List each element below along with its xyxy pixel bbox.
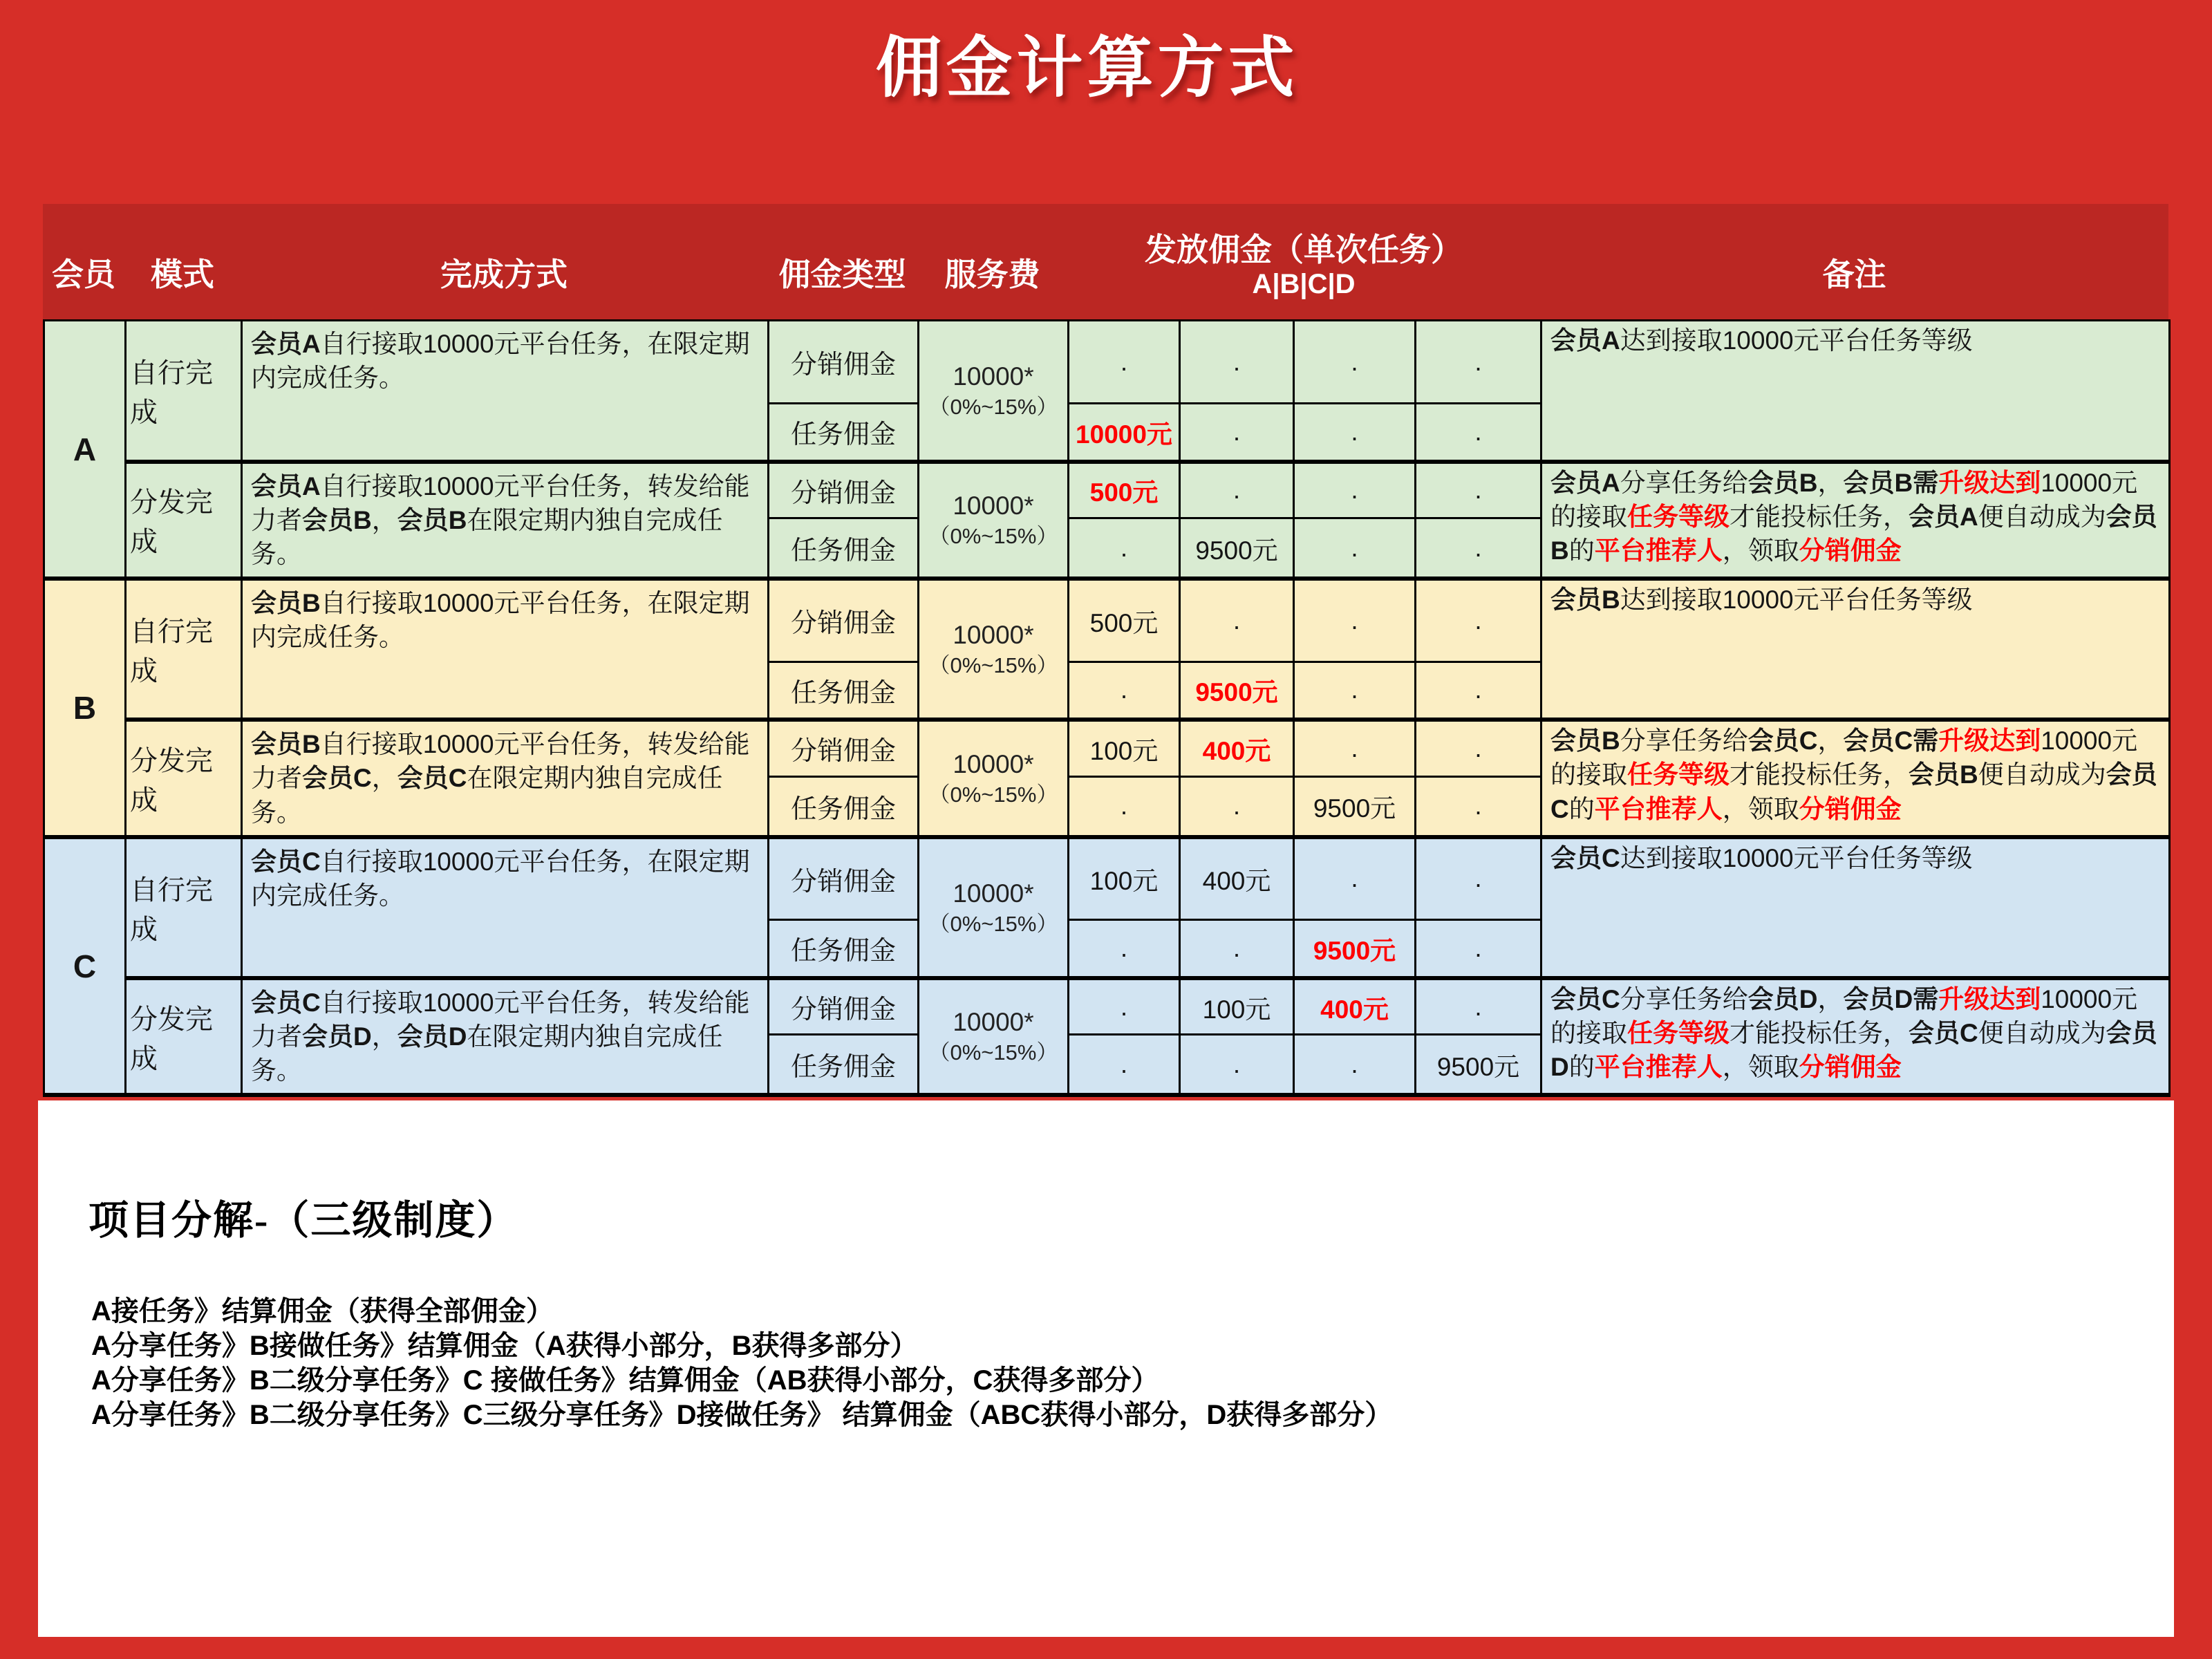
cell-remark: 会员A达到接取10000元平台任务等级	[1541, 321, 2170, 462]
header-commission-type: 佣金类型	[778, 256, 906, 292]
cell-payout-c: .	[1294, 837, 1416, 920]
cell-payout-b: .	[1180, 404, 1294, 462]
cell-commission-type: 分销佣金	[769, 837, 919, 920]
service-fee-line1: 10000*	[953, 879, 1034, 908]
cell-payout-a: .	[1069, 978, 1180, 1035]
commission-table	[43, 319, 2168, 1097]
cell-member: B	[44, 579, 126, 837]
cell-member: C	[44, 837, 126, 1096]
cell-mode: 分发完成	[126, 462, 242, 579]
cell-payout-d: .	[1416, 776, 1541, 836]
cell-payout-a: 100元	[1069, 837, 1180, 920]
cell-payout-b: .	[1180, 776, 1294, 836]
cell-payout-a: 500元	[1069, 579, 1180, 662]
cell-payout-d: .	[1416, 978, 1541, 1035]
footer-line: A分享任务》B二级分享任务》C 接做任务》结算佣金（AB获得小部分，C获得多部分）	[91, 1365, 1159, 1396]
cell-payout-c: .	[1294, 579, 1416, 662]
cell-payout-d: .	[1416, 579, 1541, 662]
header-service-fee: 服务费	[944, 256, 1040, 292]
cell-method: 会员A自行接取10000元平台任务，转发给能力者会员B，会员B在限定期内独自完成任务。	[242, 462, 769, 579]
cell-service-fee	[919, 579, 1069, 720]
service-fee-line1: 10000*	[953, 491, 1034, 521]
table-row	[44, 462, 2170, 518]
cell-payout-c: .	[1294, 404, 1416, 462]
cell-payout-c: 9500元	[1294, 776, 1416, 836]
cell-service-fee	[919, 978, 1069, 1096]
cell-commission-type: 任务佣金	[769, 662, 919, 720]
table-row	[44, 837, 2170, 920]
cell-payout-d: .	[1416, 662, 1541, 720]
cell-mode: 自行完成	[126, 321, 242, 462]
service-fee-line2: （0%~15%）	[928, 394, 1058, 419]
cell-method: 会员C自行接取10000元平台任务，转发给能力者会员D，会员D在限定期内独自完成任务。	[242, 978, 769, 1096]
cell-payout-c: .	[1294, 1035, 1416, 1095]
cell-payout-b: 400元	[1180, 720, 1294, 776]
service-fee-line2: （0%~15%）	[928, 524, 1058, 549]
footer-line: A分享任务》B二级分享任务》C三级分享任务》D接做任务》 结算佣金（ABC获得小部分，D获得多部分）	[91, 1400, 1393, 1430]
service-fee-line2: （0%~15%）	[928, 1040, 1058, 1065]
cell-commission-type: 分销佣金	[769, 720, 919, 776]
cell-mode: 分发完成	[126, 720, 242, 837]
cell-payout-b: .	[1180, 579, 1294, 662]
header-method: 完成方式	[440, 256, 568, 292]
cell-payout-b: .	[1180, 321, 1294, 404]
cell-payout-a: 10000元	[1069, 404, 1180, 462]
cell-commission-type: 分销佣金	[769, 321, 919, 404]
cell-commission-type: 任务佣金	[769, 404, 919, 462]
header-payout-title: 发放佣金（单次任务）	[1145, 232, 1463, 268]
cell-service-fee	[919, 462, 1069, 579]
cell-payout-d: .	[1416, 720, 1541, 776]
cell-payout-a: .	[1069, 920, 1180, 978]
cell-service-fee	[919, 321, 1069, 462]
service-fee-line1: 10000*	[953, 362, 1034, 391]
header-mode: 模式	[151, 256, 214, 292]
cell-payout-c: .	[1294, 518, 1416, 579]
cell-payout-d: .	[1416, 404, 1541, 462]
cell-payout-b: 9500元	[1180, 662, 1294, 720]
cell-remark: 会员C分享任务给会员D，会员D需升级达到10000元的接取任务等级才能投标任务，会员C便自动成为会员D的平台推荐人，领取分销佣金	[1541, 978, 2170, 1096]
cell-commission-type: 分销佣金	[769, 462, 919, 518]
header-payout	[1067, 223, 1540, 300]
service-fee-line1: 10000*	[953, 749, 1034, 778]
cell-payout-a: .	[1069, 662, 1180, 720]
service-fee-line1: 10000*	[953, 620, 1034, 649]
cell-payout-a: .	[1069, 518, 1180, 579]
cell-payout-b: .	[1180, 1035, 1294, 1095]
table-row	[44, 579, 2170, 662]
cell-payout-d: 9500元	[1416, 1035, 1541, 1095]
header-remark: 备注	[1822, 256, 1886, 292]
service-fee-line1: 10000*	[953, 1008, 1034, 1037]
cell-method: 会员B自行接取10000元平台任务，在限定期内完成任务。	[242, 579, 769, 720]
cell-payout-a: .	[1069, 321, 1180, 404]
cell-payout-d: .	[1416, 321, 1541, 404]
cell-payout-b: 100元	[1180, 978, 1294, 1035]
cell-commission-type: 分销佣金	[769, 978, 919, 1035]
cell-mode: 自行完成	[126, 579, 242, 720]
cell-member: A	[44, 321, 126, 579]
cell-commission-type: 任务佣金	[769, 1035, 919, 1095]
page-title: 佣金计算方式	[875, 31, 1299, 105]
cell-payout-a: .	[1069, 1035, 1180, 1095]
cell-payout-a: .	[1069, 776, 1180, 836]
cell-payout-d: .	[1416, 837, 1541, 920]
footer-line: A接任务》结算佣金（获得全部佣金）	[91, 1296, 554, 1327]
service-fee-line2: （0%~15%）	[928, 653, 1058, 677]
cell-commission-type: 分销佣金	[769, 579, 919, 662]
header-payout-sub: A|B|C|D	[1252, 268, 1356, 299]
cell-payout-b: 400元	[1180, 837, 1294, 920]
cell-remark: 会员C达到接取10000元平台任务等级	[1541, 837, 2170, 978]
header-member: 会员	[52, 256, 115, 292]
cell-payout-c: .	[1294, 720, 1416, 776]
service-fee-line2: （0%~15%）	[928, 911, 1058, 936]
cell-payout-b: .	[1180, 462, 1294, 518]
footer-lines	[91, 1294, 1392, 1432]
cell-commission-type: 任务佣金	[769, 920, 919, 978]
cell-payout-a: 500元	[1069, 462, 1180, 518]
table-row	[44, 321, 2170, 404]
table-row	[44, 978, 2170, 1035]
cell-payout-a: 100元	[1069, 720, 1180, 776]
footer-line: A分享任务》B接做任务》结算佣金（A获得小部分，B获得多部分）	[91, 1331, 918, 1361]
table-header-row	[43, 204, 2168, 319]
cell-remark: 会员B达到接取10000元平台任务等级	[1541, 579, 2170, 720]
table-row	[44, 720, 2170, 776]
cell-commission-type: 任务佣金	[769, 776, 919, 836]
cell-mode: 自行完成	[126, 837, 242, 978]
service-fee-line2: （0%~15%）	[928, 782, 1058, 807]
cell-remark: 会员A分享任务给会员B，会员B需升级达到10000元的接取任务等级才能投标任务，会员A便自动成为会员B的平台推荐人，领取分销佣金	[1541, 462, 2170, 579]
cell-payout-c: 400元	[1294, 978, 1416, 1035]
cell-payout-d: .	[1416, 518, 1541, 579]
cell-payout-c: .	[1294, 462, 1416, 518]
cell-method: 会员C自行接取10000元平台任务，在限定期内完成任务。	[242, 837, 769, 978]
cell-remark: 会员B分享任务给会员C，会员C需升级达到10000元的接取任务等级才能投标任务，会员B便自动成为会员C的平台推荐人，领取分销佣金	[1541, 720, 2170, 837]
cell-payout-d: .	[1416, 462, 1541, 518]
cell-payout-b: .	[1180, 920, 1294, 978]
cell-payout-d: .	[1416, 920, 1541, 978]
cell-payout-b: 9500元	[1180, 518, 1294, 579]
cell-method: 会员A自行接取10000元平台任务，在限定期内完成任务。	[242, 321, 769, 462]
cell-service-fee	[919, 720, 1069, 837]
cell-payout-c: 9500元	[1294, 920, 1416, 978]
cell-method: 会员B自行接取10000元平台任务，转发给能力者会员C，会员C在限定期内独自完成任务。	[242, 720, 769, 837]
cell-mode: 分发完成	[126, 978, 242, 1096]
cell-payout-c: .	[1294, 662, 1416, 720]
cell-payout-c: .	[1294, 321, 1416, 404]
cell-service-fee	[919, 837, 1069, 978]
footer-heading: 项目分解-（三级制度）	[88, 1198, 518, 1243]
cell-commission-type: 任务佣金	[769, 518, 919, 579]
